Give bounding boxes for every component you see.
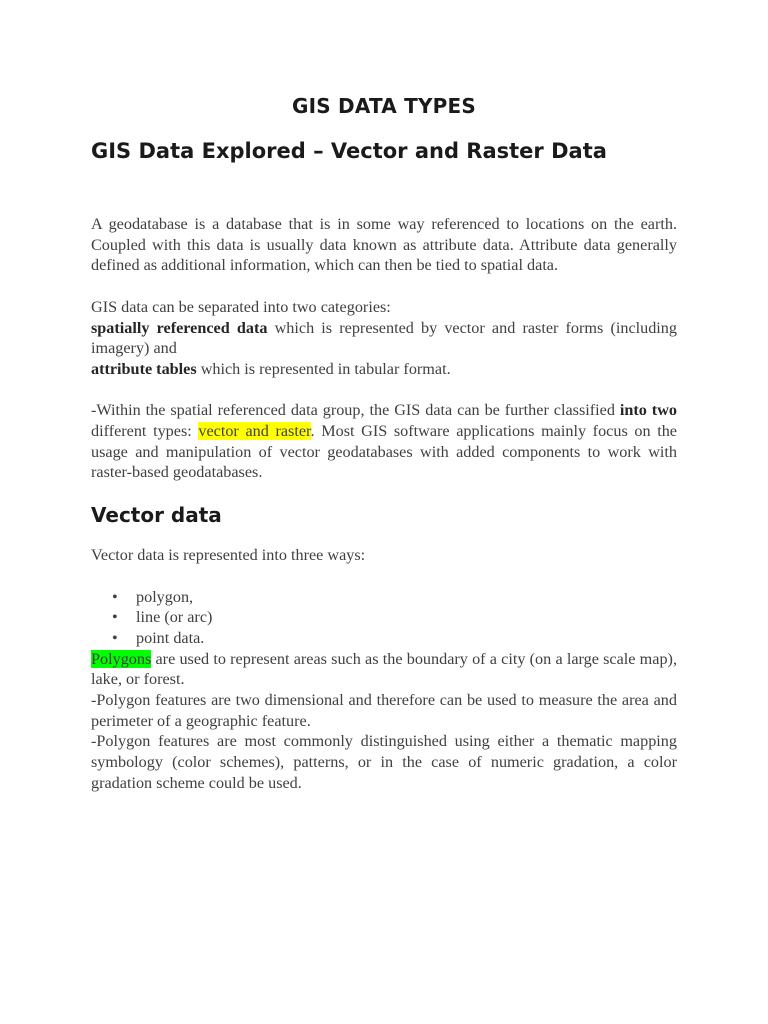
polygon-two-dimensional: -Polygon features are two dimensional and therefore can be used to measure the area and perimeter of a geographic feature. bbox=[91, 691, 677, 730]
vector-raster-highlight: vector and raster bbox=[198, 422, 311, 440]
vector-data-heading: Vector data bbox=[91, 503, 222, 528]
document-page bbox=[91, 92, 677, 794]
bullet-icon: • bbox=[112, 628, 118, 647]
polygons-text: are used to represent areas such as the boundary of a city (on a large scale map), lake, or forest. bbox=[91, 649, 677, 689]
bullet-icon: • bbox=[112, 608, 118, 627]
list-item-label: point data. bbox=[136, 628, 205, 647]
list-item bbox=[91, 628, 677, 649]
classification-text-2: different types: bbox=[91, 422, 199, 440]
classification-text-1: -Within the spatial referenced data group, the GIS data can be further classified bbox=[91, 401, 620, 420]
document-subtitle: GIS Data Explored – Vector and Raster Data bbox=[91, 139, 607, 163]
classification-bold: into two bbox=[619, 401, 677, 420]
list-item-label: line (or arc) bbox=[136, 608, 213, 627]
vector-types-list bbox=[91, 587, 677, 649]
polygon-symbology: -Polygon features are most commonly distinguished using either a thematic mapping symbology (color schemes), patterns, or in the case of numeric gradation, a color gradation scheme could be used. bbox=[91, 732, 677, 792]
vector-intro: Vector data is represented into three ways: bbox=[91, 546, 366, 565]
list-item bbox=[91, 587, 677, 608]
list-item-label: polygon, bbox=[136, 587, 194, 606]
spatial-category bbox=[91, 318, 677, 359]
attribute-category-desc: which is represented in tabular format. bbox=[196, 359, 451, 378]
intro-paragraph: A geodatabase is a database that is in some way referenced to locations on the earth. Coupled with this data is usually data known as attribute data. Attribute data generally defined as additional information, which can then be tied to spatial data. bbox=[91, 215, 677, 275]
spatial-category-term: spatially referenced data bbox=[91, 318, 268, 337]
polygons-highlight: Polygons bbox=[91, 649, 152, 668]
classification-paragraph bbox=[91, 400, 677, 483]
classification-text-3: . Most GIS software applications mainly focus on the usage and manipulation of vector geodatabases with added components to work with raster-based geodatabases. bbox=[91, 422, 677, 482]
attribute-category bbox=[91, 359, 677, 380]
list-item bbox=[91, 607, 677, 628]
spatial-category-desc: which is represented by vector and raster forms (including imagery) and bbox=[91, 318, 677, 358]
bullet-icon: • bbox=[112, 587, 118, 606]
polygons-paragraph bbox=[91, 649, 677, 690]
categories-lead: GIS data can be separated into two categories: bbox=[91, 297, 391, 316]
attribute-category-term: attribute tables bbox=[91, 359, 197, 378]
document-title: GIS DATA TYPES bbox=[292, 94, 476, 118]
